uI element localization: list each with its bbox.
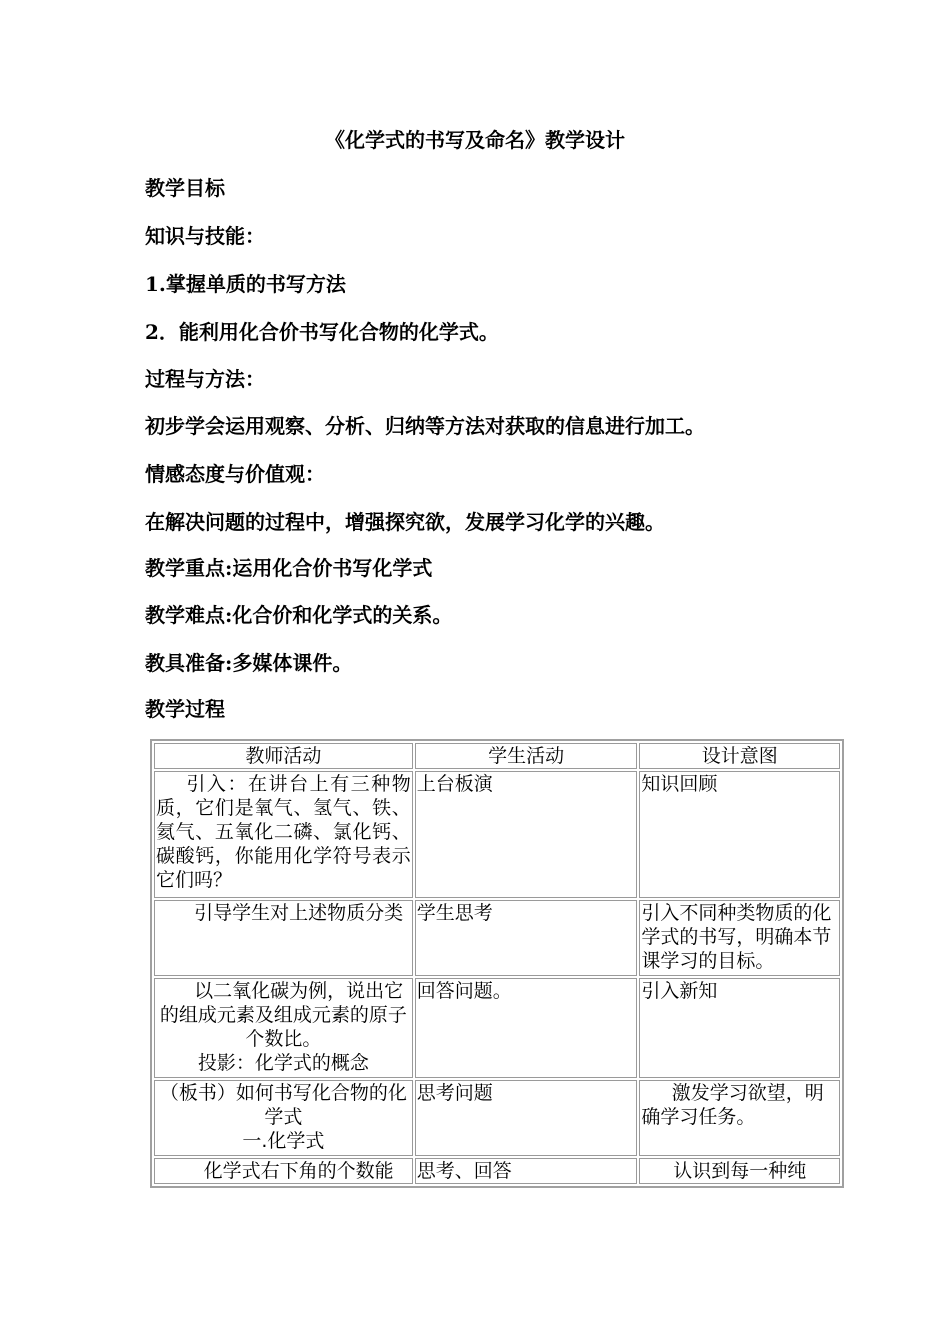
teacher-activity-cell: 引入：在讲台上有三种物质，它们是氧气、氢气、铁、氦气、五氧化二磷、氯化钙、碳酸钙，你能用化学符号表示它们吗？ [154,771,413,898]
heading-teaching-process: 教学过程 [145,697,225,721]
heading-knowledge-skills: 知识与技能： [145,224,265,248]
student-activity-cell: 思考、回答 [415,1158,638,1184]
teacher-activity-extra: 投影：化学式的概念 [197,1052,369,1074]
teacher-activity-extra: 一.化学式 [242,1130,325,1152]
table-row [154,771,840,898]
teacher-activity-text: （板书）如何书写化合物的化学式 [159,1082,407,1128]
table-row [154,900,840,976]
teacher-activity-cell: 化学式右下角的个数能 [154,1158,413,1184]
attitude-values-text: 在解决问题的过程中，增强探究欲，发展学习化学的兴趣。 [145,510,665,534]
heading-teaching-goals: 教学目标 [145,176,225,200]
teaching-key-point: 教学重点:运用化合价书写化学式 [145,556,433,580]
teacher-activity-cell: 引导学生对上述物质分类 [154,900,413,976]
table-header-row [154,743,840,769]
header-design-intent: 设计意图 [639,743,840,769]
table-row [154,1158,840,1184]
design-intent-cell: 引入不同种类物质的化学式的书写，明确本节课学习的目标。 [639,900,840,976]
document-title: 《化学式的书写及命名》教学设计 [325,128,625,152]
table-row [154,1080,840,1156]
teacher-activity-cell [154,978,413,1078]
heading-process-method: 过程与方法： [145,367,265,391]
teacher-activity-cell [154,1080,413,1156]
student-activity-cell: 学生思考 [415,900,638,976]
header-teacher-activity: 教师活动 [154,743,413,769]
teacher-activity-text: 以二氧化碳为例，说出它的组成元素及组成元素的原子个数比。 [159,980,407,1050]
student-activity-cell: 上台板演 [415,771,638,898]
goal-item-2: 2．能利用化合价书写化合物的化学式。 [145,320,499,344]
design-intent-cell: 认识到每一种纯 [639,1158,840,1184]
design-intent-cell: 激发学习欲望，明确学习任务。 [639,1080,840,1156]
table-row [154,978,840,1078]
process-method-text: 初步学会运用观察、分析、归纳等方法对获取的信息进行加工。 [145,414,705,438]
student-activity-cell: 思考问题 [415,1080,638,1156]
teaching-aids: 教具准备:多媒体课件。 [145,651,353,675]
goal-item-1: 1.掌握单质的书写方法 [145,272,346,296]
lesson-process-table [150,739,844,1188]
design-intent-cell: 知识回顾 [639,771,840,898]
student-activity-cell: 回答问题。 [415,978,638,1078]
heading-attitude-values: 情感态度与价值观： [145,462,325,486]
design-intent-cell: 引入新知 [639,978,840,1078]
header-student-activity: 学生活动 [415,743,638,769]
teaching-difficulty: 教学难点:化合价和化学式的关系。 [145,603,453,627]
